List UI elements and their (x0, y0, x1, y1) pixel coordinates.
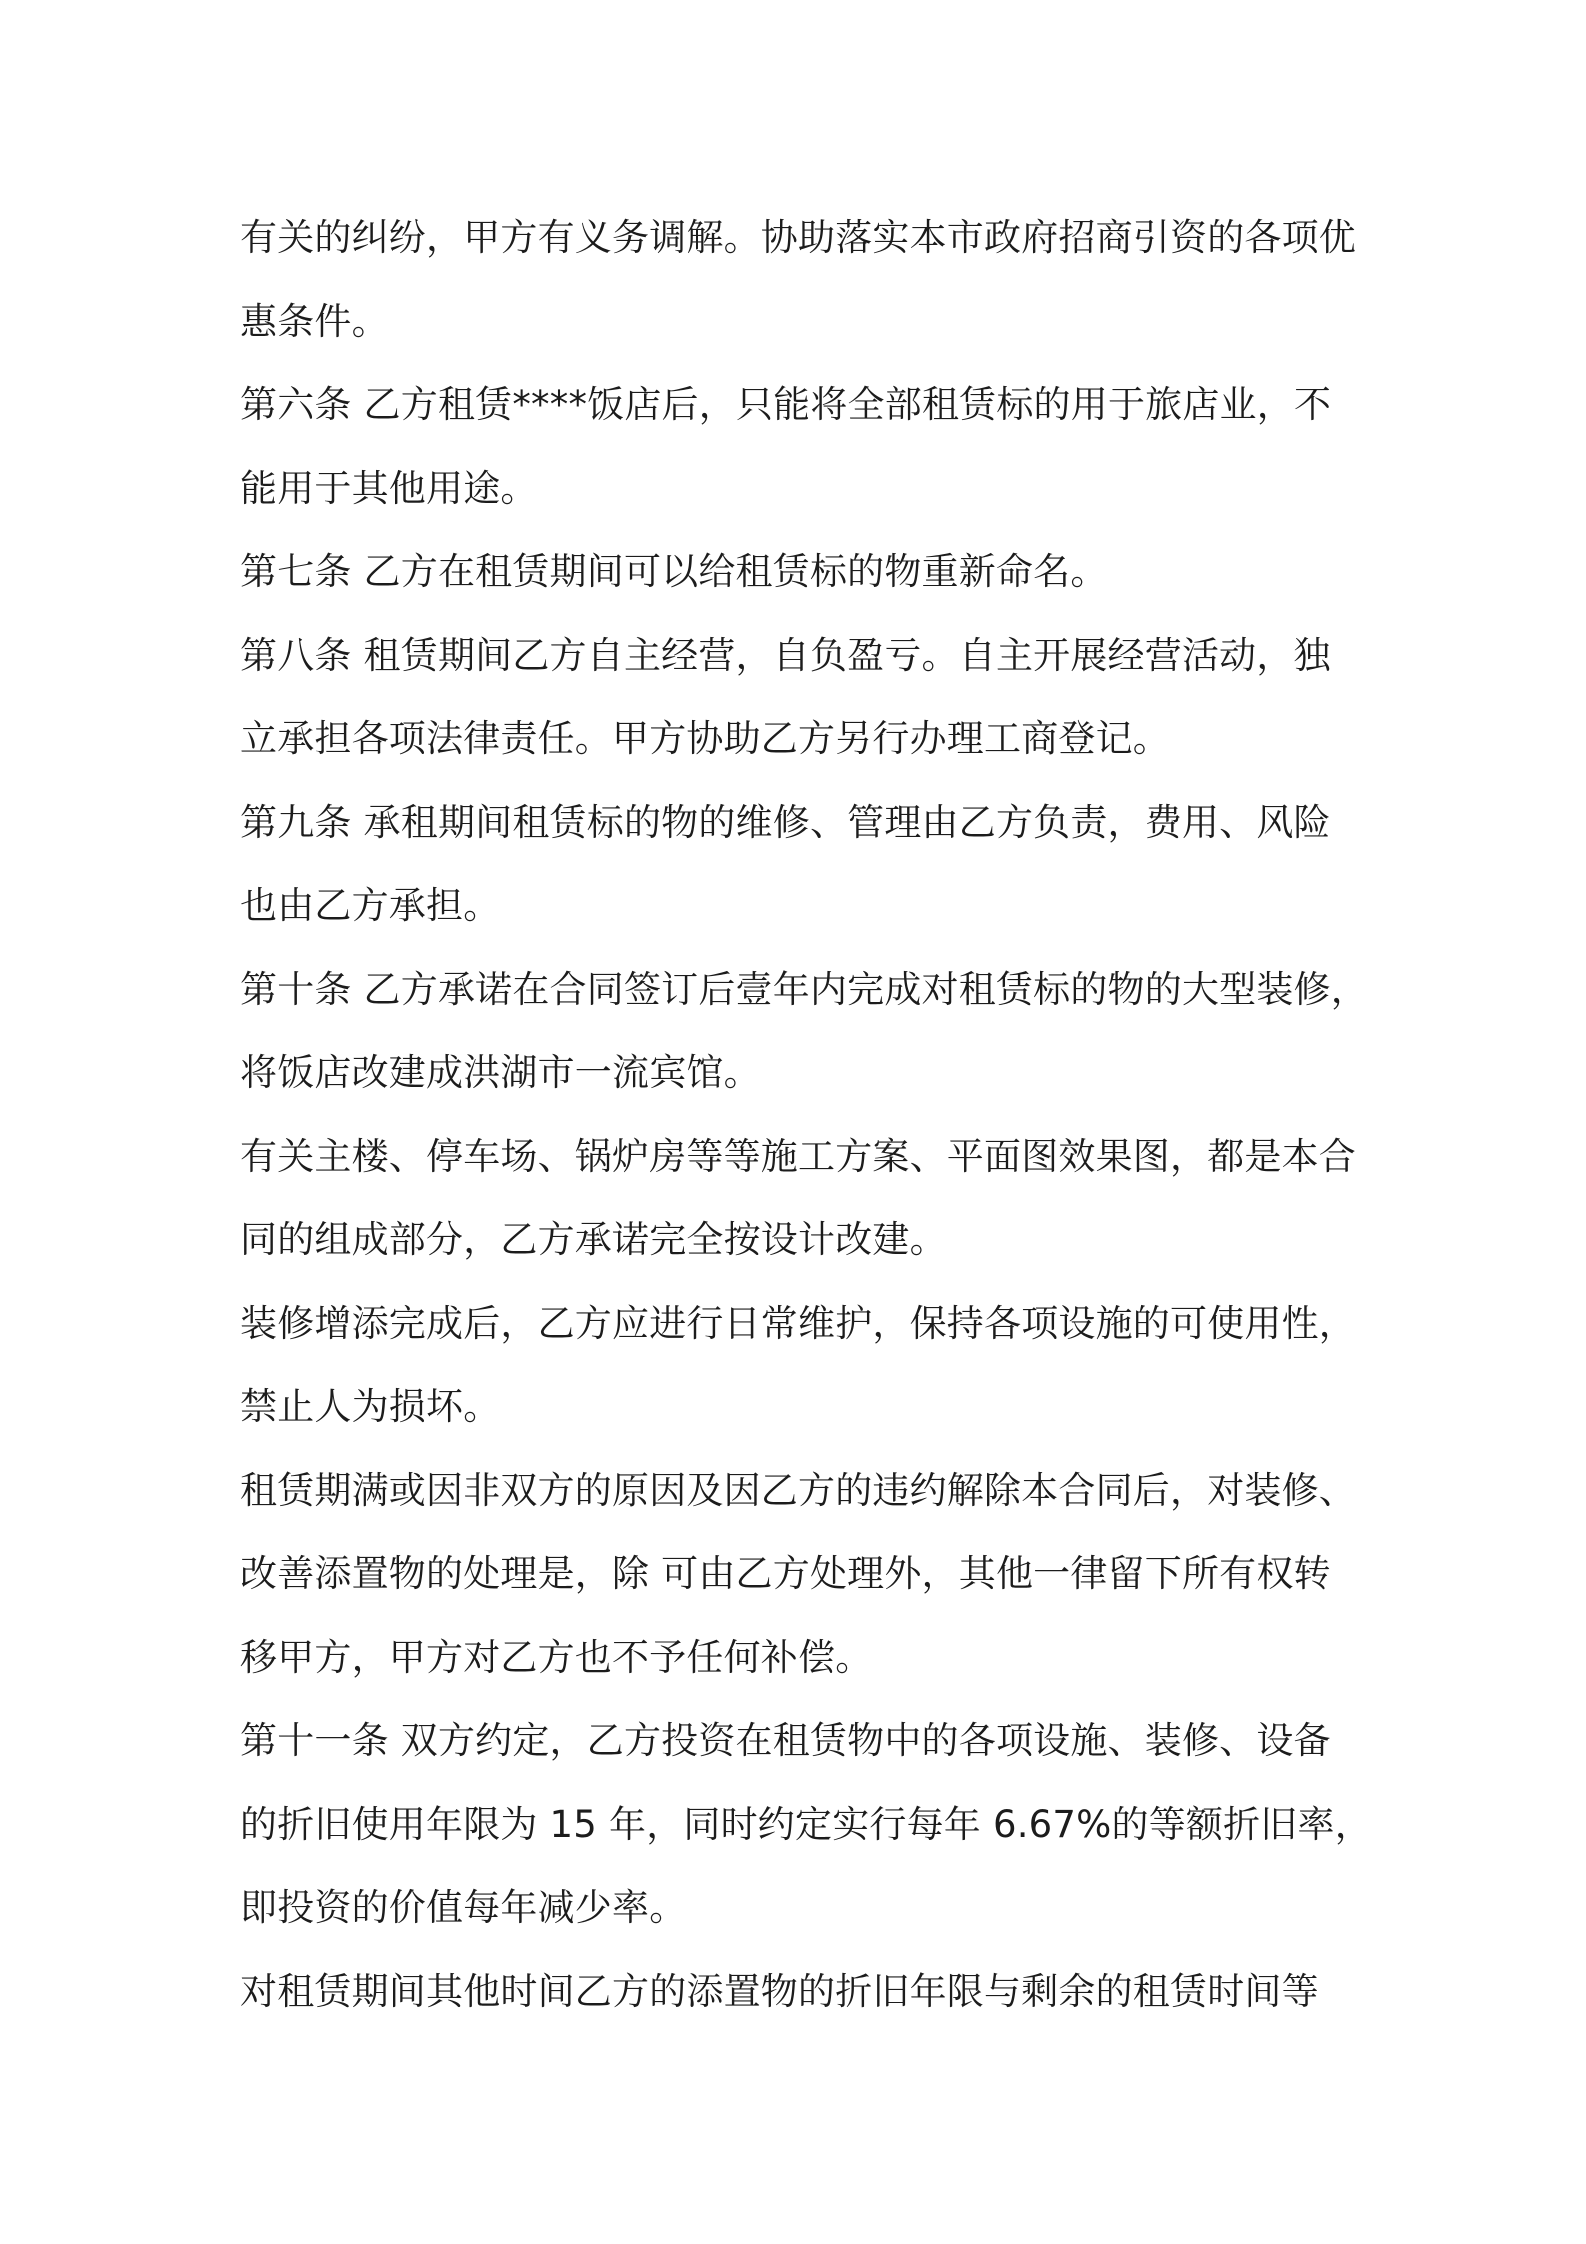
text-line: 即投资的价值每年减少率。 (240, 1886, 687, 1929)
text-line: 能用于其他用途。 (240, 466, 538, 510)
text-line: 租赁期满或因非双方的原因及因乙方的违约解除本合同后，对装修、 (240, 1468, 1356, 1512)
text-line: 同的组成部分，乙方承诺完全按设计改建。 (240, 1218, 947, 1261)
text-line: 第七条 乙方在租赁期间可以给租赁标的物重新命名。 (240, 550, 1108, 593)
text-line: 第九条 承租期间租赁标的物的维修、管理由乙方负责，费用、风险 (240, 800, 1331, 844)
text-line: 对租赁期间其他时间乙方的添置物的折旧年限与剩余的租赁时间等 (240, 1969, 1319, 2013)
document-body (240, 196, 1372, 2033)
text-line: 有关主楼、停车场、锅炉房等等施工方案、平面图效果图，都是本合 (240, 1134, 1356, 1178)
text-line: 第十条 乙方承诺在合同签订后壹年内完成对租赁标的物的大型装修， (240, 967, 1368, 1011)
text-line: 也由乙方承担。 (240, 884, 501, 927)
text-line: 改善添置物的处理是，除 可由乙方处理外，其他一律留下所有权转 (240, 1552, 1331, 1595)
text-line: 有关的纠纷，甲方有义务调解。协助落实本市政府招商引资的各项优 (240, 216, 1356, 259)
text-line: 将饭店改建成洪湖市一流宾馆。 (240, 1051, 761, 1094)
text-line: 禁止人为损坏。 (240, 1385, 501, 1428)
text-line: 立承担各项法律责任。甲方协助乙方另行办理工商登记。 (240, 717, 1170, 760)
text-line: 移甲方，甲方对乙方也不予任何补偿。 (240, 1635, 873, 1679)
text-line: 装修增添完成后，乙方应进行日常维护，保持各项设施的可使用性， (240, 1301, 1356, 1345)
text-line: 第六条 乙方租赁****饭店后，只能将全部租赁标的用于旅店业，不 (240, 383, 1332, 426)
text-line: 的折旧使用年限为 15 年，同时约定实行每年 6.67%的等额折旧率， (240, 1802, 1372, 1846)
text-line: 第八条 租赁期间乙方自主经营，自负盈亏。自主开展经营活动，独 (240, 633, 1331, 677)
text-line: 惠条件。 (240, 299, 389, 343)
text-line: 第十一条 双方约定，乙方投资在租赁物中的各项设施、装修、设备 (240, 1719, 1331, 1762)
